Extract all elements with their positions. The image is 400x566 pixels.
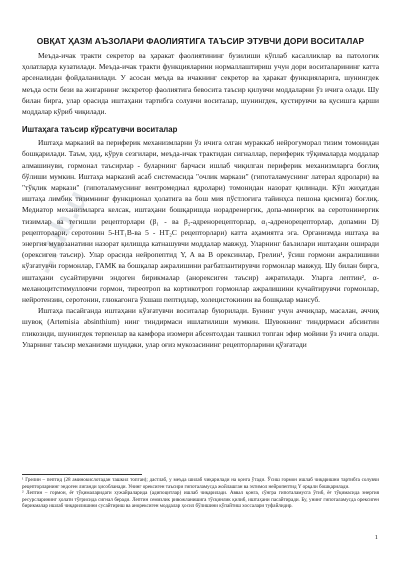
body-paragraph-2: Иштаҳа пасайганда иштаҳани кўзғатувчи воситалар буюрилади. Бунинг учун аччиқлар, масалан, аччиқ шувоқ (Artemisia absinthium) нинг тиндирмаси ишлатилиши мумкин. Шувокнинг тиндирмаси абсинтин гликозиди, шунингдек терпенлар ва камфора изомери абсентолдан ташкил топган эфир мойини ўз ичига олади. Уларнинг таъсир механизми шундаки, улар оғиз мукозасининг рецепторларини қўзғатади <box>22 306 379 349</box>
page-number: 1 <box>374 534 378 541</box>
watermark: ...ub.u <box>24 185 95 279</box>
page-title: ОВҚАТ ҲАЗМ АЪЗОЛАРИ ФАОЛИЯТИГА ТАЪСИР ЭТУВЧИ ДОРИ ВОСИТАЛАР <box>36 36 365 46</box>
section-heading: Иштаҳага таъсир кўрсатувчи воситалар <box>22 125 178 135</box>
intro-paragraph: Меъда-ичак тракти секретор ва ҳаракат фаолиятининг бузилиши кўплаб касалликлар ва патологик ҳолатларда кузатилади. Меъда-ичак тракти функцияларини нормаллаштириш учун дори воситаларининг катта арсеналидан фойдаланилади. У асосан меъда ва ичакнинг секретор ва ҳаракат функцияларига, шунингдек меъда ости бези ва жигарнинг экскретор фаолиятига бевосита таъсир қилувчи моддаларни ўз ичига олади. Шу билан бирга, улар орасида иштаҳани тартибга солувчи воситалар, шунингдек, қустирувчи ва қусишга қарши моддалар кўриб чиқилади. <box>22 51 379 117</box>
footnote-1: ¹ Грелин – пептид (28 аминокислотадан ташкил топган); дастлаб, у меъда шилаб чиқарилади на қонга ўтади. Ўсиш гормон ишлаб чиқаришни тартибга солувчи рецепторларнинг эндоген лиганди ҳисобланади. Унинг орексиген таъсири гипоталамусда жойлашган ва эхтимол нейропептид Y орқали бошқарилади. <box>22 477 379 490</box>
footnotes <box>22 477 379 510</box>
footnote-2: ² Лептин – гормон, ёғ тўқималаридаги хужайраларида (адипоцитлар) ишлаб чиқарилади. Аввал қонга, сўнгра гипоталамусга ўтиб, ёғ тўқимасида энергия ресурсларининг ҳолати тўғрисида сигнал беради. Лептин семизлик ривожланишига тўсқинлик қилиб, иштаҳани пасайтиради. Бу, унинг гипоталамусда орексиген бирикмалар ишлаб чиқарилишини сусайтириш ва анорексиген моддалар ҳосил бўлишини кўпайтиш хоссалари туфайлидир. <box>22 490 379 510</box>
main-content <box>22 36 379 350</box>
body-paragraph-1: Иштаҳа марказий ва периферик механизмларни ўз ичига олган мураккаб нейрогуморал тизим томонидан бошқарилади. Таъм, ҳид, кўрув сезгилари, меъда-ичак трактидан сигналлар, периферик тўқималарда моддалар алмашинуви, гормонал таъсирлар - буларнинг барчаси ишлаб чиқилган периферик механизмларга боғлиқ бўлиши мумкин. Иштаҳа марказий асаб системасида "очлик маркази" (гипоталамуснинг латерал ядролари) ва "тўқлик маркази" (гипоталамуснинг вентромедиал ядролари) томонидан назорат қилинади. Кўп жиҳатдан иштаҳа лимбик тизимнинг функционал ҳолатига ва бош мия пўстлоғига тайинҳса пешона қисмига) боғлиқ. Медиатор механизмларга келсак, иштаҳани бошқаришда норадренергик, допа-минергик ва серотонинергик тизимлар ва тегишли рецепторлари (β₁ - ва β₂-адренорецепторлар, α₁-адренорецепторлар, допамин Dj рецепторлари, серотонин 5-НТ₁В-ва 5 - НТ₂С рецепторлари) катта аҳамиятга эга. Организмда иштаҳа ва энергия мувозанатини назорат қилишда катнашувчи моддалар мавжуд. Уларнинг баъзилари иштаҳани оширади (орексиген таъсир). Улар орасида нейропептид Y, A ва В орексинлар, Грелин¹, ўсиш гормони ажралишини кўзғатувчи гормонлар, ГАМК ва бошқалар ажралишини рағбатлантирувчи гормонлар мавжуд. Шу билан бирга, иштаҳани сусайтирувчи эндоген бирикмалар (анорексиген таъсир) ажратилади. Уларга лептин², α-меланоцитстимулловчи гормон, тиреотроп ва кортикотроп гормонлар ажралишини кучайтирувчи гормонлар, нейротензин, серотонин, глюкагонга ўхшаш пептидлар, холецистокинин ва бошқалар мансуб. <box>22 138 379 305</box>
footnote-divider <box>22 474 142 475</box>
